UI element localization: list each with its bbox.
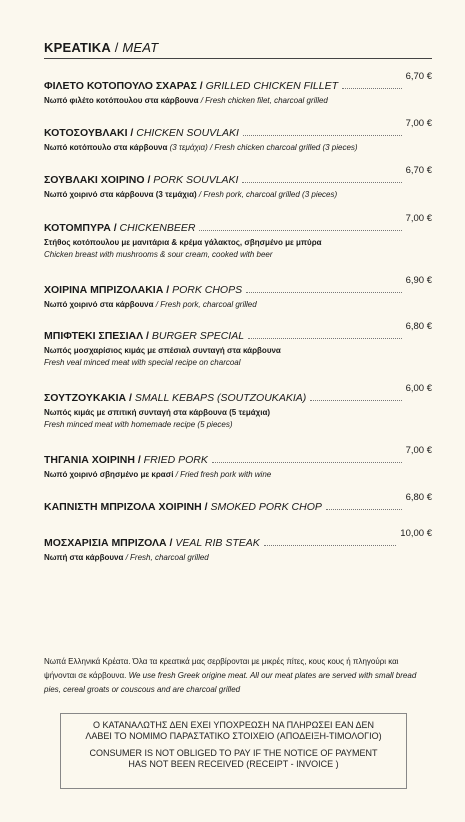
notice-english-line1: CONSUMER IS NOT OBLIGED TO PAY IF THE NOTICE OF PAYMENT — [89, 748, 378, 758]
item-name: ΦΙΛΕΤΟ ΚΟΤΟΠΟΥΛΟ ΣΧΑΡΑΣ / GRILLED CHICKEN FILLET — [44, 80, 339, 92]
dot-leader — [212, 461, 402, 463]
dot-leader — [342, 87, 402, 89]
notice-greek-line1: Ο ΚΑΤΑΝΑΛΩΤΗΣ ΔΕΝ ΕΧΕΙ ΥΠΟΧΡΕΩΣΗ ΝΑ ΠΛΗΡΩΣΕΙ ΕΑΝ ΔΕΝ — [93, 720, 374, 730]
footnote-english: We use fresh Greek origine meat. All our meat plates are served with small bread pies, cereal groats or couscous and are charcoal grilled — [44, 671, 417, 694]
section-divider — [44, 58, 432, 59]
menu-item — [44, 275, 432, 309]
section-title-english: MEAT — [122, 40, 159, 55]
menu-item — [44, 445, 432, 479]
footnote — [44, 655, 425, 697]
payment-notice-english — [61, 748, 406, 770]
item-name: ΜΟΣΧΑΡΙΣΙΑ ΜΠΡΙΖΟΛΑ / VEAL RIB STEAK — [44, 537, 260, 549]
section-title — [44, 40, 158, 55]
dot-leader — [246, 291, 401, 293]
item-name: ΜΠΙΦΤΕΚΙ ΣΠΕΣΙΑΛ / BURGER SPECIAL — [44, 330, 245, 342]
notice-greek-line2: ΛΑΒΕΙ ΤΟ ΝΟΜΙΜΟ ΠΑΡΑΣΤΑΤΙΚΟ ΣΤΟΙΧΕΙΟ (ΑΠΟΔΕΙΞΗ-ΤΙΜΟΛΟΓΙΟ) — [85, 731, 382, 741]
item-description: Νωπό χοιρινό σβησμένο με κρασί / Fried fresh pork with wine — [44, 470, 272, 479]
notice-english-line2: HAS NOT BEEN RECEIVED (RECEIPT - INVOICE ) — [128, 759, 339, 769]
item-price: 10,00 € — [400, 528, 432, 539]
dot-leader — [326, 508, 402, 510]
item-name: ΧΟΙΡΙΝΑ ΜΠΡΙΖΟΛΑΚΙΑ / PORK CHOPS — [44, 284, 243, 296]
item-description: Νωπό χοιρινό στα κάρβουνα (3 τεμάχια) / Fresh pork, charcoal grilled (3 pieces) — [44, 190, 338, 199]
item-name: ΤΗΓΑΝΙΑ ΧΟΙΡΙΝΗ / FRIED PORK — [44, 454, 208, 466]
section-title-separator: / — [110, 40, 123, 55]
item-name: ΚΟΤΟΜΠΥΡΑ / CHICKENBEER — [44, 222, 196, 234]
payment-notice-box — [60, 713, 407, 789]
item-description: Νωπό κοτόπουλο στα κάρβουνα (3 τεμάχια) / Fresh chicken charcoal grilled (3 pieces) — [44, 143, 358, 152]
item-name: ΣΟΥΒΛΑΚΙ ΧΟΙΡΙΝΟ / PORK SOUVLAKI — [44, 174, 239, 186]
dot-leader — [242, 181, 401, 183]
item-price: 6,70 € — [405, 165, 432, 176]
item-price: 7,00 € — [405, 118, 432, 129]
dot-leader — [264, 544, 397, 546]
menu-item — [44, 118, 432, 152]
dot-leader — [199, 229, 401, 231]
menu-item — [44, 165, 432, 199]
item-price: 7,00 € — [405, 213, 432, 224]
item-description-english: Fresh minced meat with homemade recipe (5 pieces) — [44, 420, 233, 429]
item-price: 7,00 € — [405, 445, 432, 456]
menu-item — [44, 383, 432, 429]
item-name: ΣΟΥΤΖΟΥΚΑΚΙΑ / SMALL KEBAPS (SOUTZOUKAKIA) — [44, 392, 307, 404]
item-price: 6,80 € — [405, 321, 432, 332]
item-description: Νωπό χοιρινό στα κάρβουνα / Fresh pork, charcoal grilled — [44, 300, 257, 309]
item-price: 6,00 € — [405, 383, 432, 394]
menu-item — [44, 321, 432, 367]
item-price: 6,90 € — [405, 275, 432, 286]
item-name: ΚΟΤΟΣΟΥΒΛΑΚΙ / CHICKEN SOUVLAKI — [44, 127, 239, 139]
item-description-english: Fresh veal minced meat with special recipe on charcoal — [44, 358, 241, 367]
dot-leader — [248, 337, 402, 339]
payment-notice-greek — [61, 720, 406, 742]
item-description: Στήθος κοτόπουλου με μανιτάρια & κρέμα γάλακτος, σβησμένο με μπύρα — [44, 238, 322, 247]
menu-item — [44, 71, 432, 105]
item-description-english: Chicken breast with mushrooms & sour cream, cooked with beer — [44, 250, 273, 259]
menu-item — [44, 213, 432, 259]
dot-leader — [310, 399, 401, 401]
footnote-greek: Νωπά Ελληνικά Κρέατα. Όλα τα κρεατικά μας σερβίρονται με μικρές πίτες, κους κους ή πληγούρι και ψήνονται σε κάρβουνα. — [44, 657, 399, 680]
item-description: Νωπό φιλέτο κοτόπουλου στα κάρβουνα / Fresh chicken filet, charcoal grilled — [44, 96, 328, 105]
item-price: 6,80 € — [405, 492, 432, 503]
item-name: ΚΑΠΝΙΣΤΗ ΜΠΡΙΖΟΛΑ ΧΟΙΡΙΝΗ / SMOKED PORK CHOP — [44, 501, 322, 513]
item-price: 6,70 € — [405, 71, 432, 82]
menu-item — [44, 528, 432, 562]
dot-leader — [243, 134, 402, 136]
item-description: Νωπός μοσχαρίσιος κιμάς με σπέσιαλ συνταγή στα κάρβουνα — [44, 346, 281, 355]
section-title-greek: ΚΡΕΑΤΙΚΑ — [44, 40, 111, 55]
item-description: Νωπή στα κάρβουνα / Fresh, charcoal grilled — [44, 553, 209, 562]
menu-item — [44, 492, 432, 513]
item-description: Νωπός κιμάς με σπιτική συνταγή στα κάρβουνα (5 τεμάχια) — [44, 408, 271, 417]
